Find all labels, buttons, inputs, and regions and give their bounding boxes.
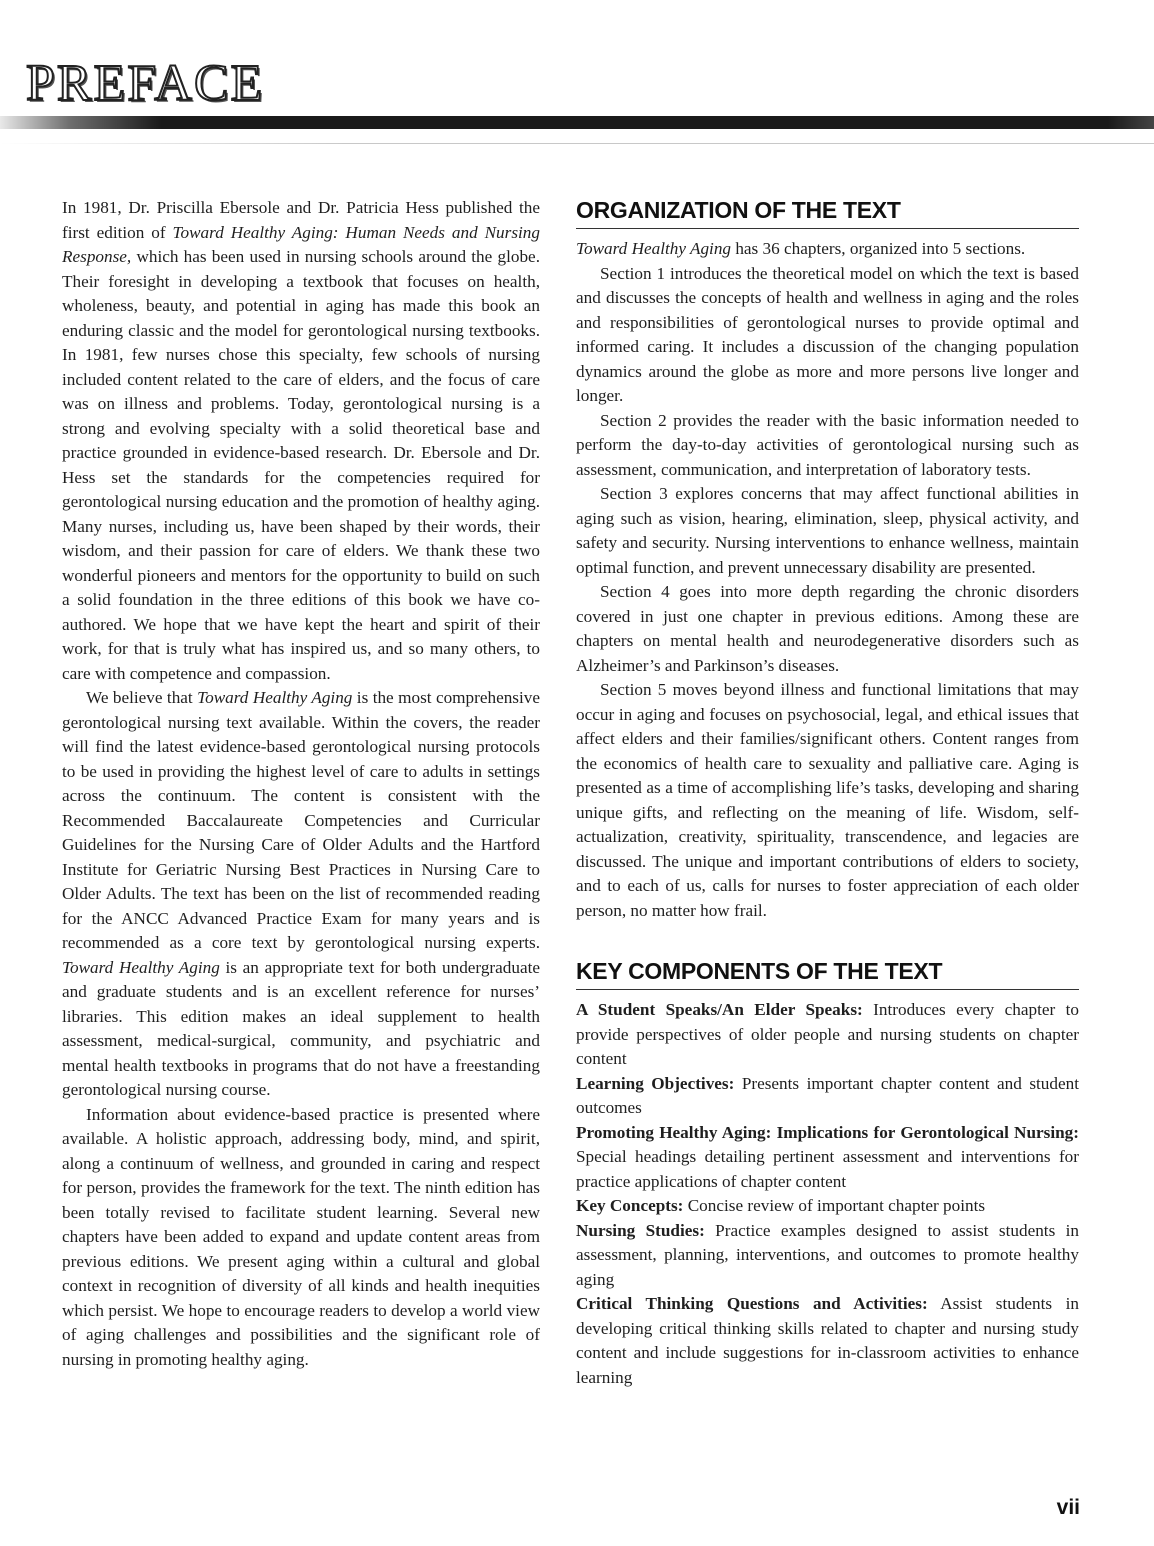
component-term: Critical Thinking Questions and Activities: <box>576 1294 928 1313</box>
organization-heading: ORGANIZATION OF THE TEXT <box>576 196 1079 229</box>
text-span: In 1981, Dr. Priscilla Ebersole and Dr. Patricia Hess published the first edition of <box>62 198 540 242</box>
paragraph-3: Information about evidence-based practice is presented where available. A holistic approach, addressing body, mind, and spirit, along a continuum of wellness, and grounded in caring and respect for person, provides the framework for the text. The ninth edition has been totally revised to facilitate student learning. Several new chapters have been added to expand and update content areas from previous editions. We present aging within a cultural and global context in recognition of diversity of all kinds and health inequities which persist. We hope to encourage readers to develop a world view of aging challenges and possibilities and the significant role of nursing in promoting healthy aging. <box>62 1104 540 1369</box>
header-rule <box>0 116 1154 129</box>
component-desc: Special headings detailing pertinent assessment and interventions for practice applications of chapter content <box>576 1147 1079 1191</box>
component-term: Learning Objectives: <box>576 1073 735 1093</box>
section-4-paragraph: Section 4 goes into more depth regarding the chronic disorders covered in just one chapter in previous editions. Among these are chapters on mental health and neurodegenerative disorders such as Alzheimer’s and Parkinson’s diseases. <box>576 582 1079 675</box>
component-item <box>576 1121 1079 1195</box>
section-5-paragraph: Section 5 moves beyond illness and functional limitations that may occur in aging and focuses on psychosocial, legal, and ethical issues that affect elders and their families/significant others. Content ranges from the economics of health care to sexuality and palliative care. Aging is presented as a time of accomplishing life’s tasks, developing and sharing unique gifts, and reflecting on the meaning of life. Wisdom, self-actualization, creativity, spirituality, transcendence, and legacies are discussed. The unique and important contributions of elders to society, and to each of us, calls for nurses to foster appreciation of each older person, no matter how frail. <box>576 680 1079 920</box>
component-item <box>576 1219 1079 1293</box>
component-desc: Introduces every chapter to provide perspectives of older people and nursing students on chapter content <box>576 1000 1080 1068</box>
spacer <box>576 923 1079 957</box>
left-column <box>62 196 540 1372</box>
page-header <box>0 0 1154 150</box>
book-title: Toward Healthy Aging <box>576 239 732 258</box>
component-item <box>576 1292 1079 1390</box>
component-item <box>576 1194 1079 1219</box>
component-term: Promoting Healthy Aging: Implications for Gerontological Nursing: <box>576 1122 1079 1142</box>
book-title: Toward Healthy Aging: Human Needs and Nursing Response, <box>62 222 540 266</box>
component-term: Nursing Studies: <box>576 1220 705 1240</box>
component-term: Key Concepts: <box>576 1196 684 1215</box>
text-span: We believe that <box>86 688 198 707</box>
section-2-paragraph: Section 2 provides the reader with the basic information needed to perform the day-to-day activities of gerontological nursing such as assessment, communication, and interpretation of laboratory tests. <box>576 410 1079 479</box>
header-thin-rule <box>0 143 1154 144</box>
component-item <box>576 1072 1079 1121</box>
component-desc: Practice examples designed to assist students in assessment, planning, interventions, and outcomes to promote healthy aging <box>576 1220 1079 1289</box>
book-title: Toward Healthy Aging <box>62 957 220 977</box>
component-item <box>576 998 1079 1072</box>
right-column <box>576 196 1079 1390</box>
section-1-paragraph: Section 1 introduces the theoretical model on which the text is based and discusses the concepts of health and wellness in aging and the roles and responsibilities of gerontological nurses to provide optimal and informed caring. It includes a discussion of the changing population dynamics around the globe as more and more persons live longer and longer. <box>576 263 1079 405</box>
component-term: A Student Speaks/An Elder Speaks: <box>576 1000 863 1019</box>
page-title: PREFACE <box>26 55 265 112</box>
component-desc: Presents important chapter content and student outcomes <box>576 1073 1079 1117</box>
components-heading: KEY COMPONENTS OF THE TEXT <box>576 957 1079 990</box>
component-desc: Assist students in developing critical thinking skills related to chapter and nursing study content and include suggestions for in-classroom activities to enhance learning <box>576 1294 1079 1387</box>
section-3-paragraph: Section 3 explores concerns that may affect functional abilities in aging such as vision, hearing, elimination, sleep, physical activity, and safety and security. Nursing interventions to enhance wellness, maintain optimal function, and prevent unnecessary disability are presented. <box>576 484 1079 577</box>
paragraph-1 <box>62 196 540 686</box>
text-span: has 36 chapters, organized into 5 sections. <box>731 239 1026 258</box>
organization-intro <box>576 237 1079 262</box>
text-span: which has been used in nursing schools around the globe. Their foresight in developing a textbook that focuses on health, wholeness, beauty, and potential in aging has made this book an enduring classic and the model for gerontological nursing textbooks. In 1981, few nurses chose this specialty, few schools of nursing included content related to the care of elders, and the focus of care was on illness and problems. Today, gerontological nursing is a strong and evolving specialty with a solid theoretical base and practice grounded in evidence-based research. Dr. Ebersole and Dr. Hess set the standards for the competencies required for gerontological nursing education and the promotion of healthy aging. Many nurses, including us, have been shaped by their words, their wisdom, and their passion for care of elders. We thank these two wonderful pioneers and mentors for the opportunity to build on such a solid foundation in the three editions of this book we have co-authored. We hope that we have kept the heart and spirit of their work, for that is truly what has inspired us, and so many others, to care with competence and compassion. <box>62 247 540 683</box>
paragraph-2 <box>62 686 540 1103</box>
page-number: vii <box>1056 1496 1080 1519</box>
book-title: Toward Healthy Aging <box>197 688 353 707</box>
text-span: is an appropriate text for both undergraduate and graduate students and is an excellent reference for nurses’ libraries. This edition makes an ideal supplement to health assessment, medical-surgical, community, and psychiatric and mental health textbooks in programs that do not have a freestanding gerontological nursing course. <box>62 957 540 1099</box>
text-span: is the most comprehensive gerontological nursing text available. Within the covers, the reader will find the latest evidence-based gerontological nursing protocols to be used in providing the highest level of care to adults in settings across the continuum. The content is consistent with the Recommended Baccalaureate Competencies and Curricular Guidelines for the Nursing Care of Older Adults and the Hartford Institute for Geriatric Nursing Best Practices in Nursing Care to Older Adults. The text has been on the list of recommended reading for the ANCC Advanced Practice Exam for many years and is recommended as a core text by gerontological nursing experts. <box>62 688 540 952</box>
component-desc: Concise review of important chapter points <box>683 1196 986 1215</box>
